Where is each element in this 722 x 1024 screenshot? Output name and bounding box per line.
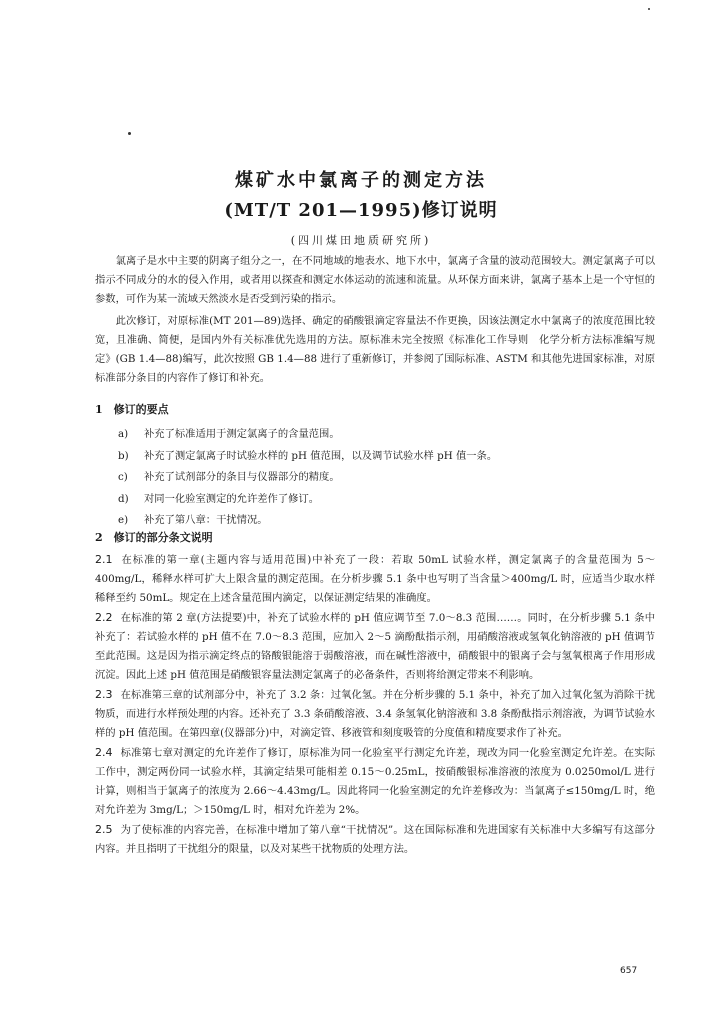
clause-text: 在标准的第一章(主题内容与适用范围)中补充了一段：若取 50mL 试验水样，测定氯离子的含量范围为 5～400mg/L，稀释水样可扩大上限含量的测定范围。在分析步骤 5.1 条中也写明了当含量＞400mg/L 时，应适当少取水样稀释至约 50mL。规定在上述含量范围内滴定，以保证测定结果的准确度。 (95, 554, 655, 604)
section-1-heading: 1 修订的要点 (95, 403, 169, 416)
document-title: 煤矿水中氯离子的测定方法 (235, 170, 487, 191)
list-marker: e) (118, 514, 129, 526)
section-2-heading: 2 修订的部分条文说明 (95, 531, 213, 544)
clause-2-5 (95, 820, 655, 859)
clause-number: 2.3 (95, 688, 113, 701)
list-text: 对同一化验室测定的允许差作了修订。 (144, 492, 320, 505)
clause-2-1 (95, 550, 655, 608)
clause-2-3 (95, 685, 655, 743)
list-text: 补充了试剂部分的条目与仪器部分的精度。 (144, 471, 340, 483)
clause-text: 在标准的第 2 章(方法提要)中，补充了试验水样的 pH 值应调节至 7.0～8.3 范围……。同时，在分析步骤 5.1 条中补充了：若试验水样的 pH 值不在 7.0～8.3 范围，应加入 2～5 滴酚酞指示剂，用硝酸溶液或氢氧化钠溶液的 pH 值调节至此范围。这是因为指示滴定终点的铬酸银能溶于弱酸溶液，而在碱性溶液中，硝酸银中的银离子会与氢氧根离子作用形成沉淀。因此上述 pH 值范围是硝酸银容量法测定氯离子的必备条件，否则将给测定带来不利影响。 (95, 612, 655, 681)
clause-number: 2.1 (95, 553, 113, 566)
section-2-items (95, 550, 655, 859)
list-item (118, 489, 658, 511)
list-item (118, 446, 658, 468)
clause-number: 2.2 (95, 611, 113, 624)
page-number: 657 (620, 966, 638, 976)
list-item (118, 467, 658, 489)
list-marker: d) (118, 492, 129, 505)
list-text: 补充了标准适用于测定氯离子的含量范围。 (144, 428, 340, 440)
intro-paragraph-1: 氯离子是水中主要的阴离子组分之一，在不同地域的地表水、地下水中，氯离子含量的波动范围较大。测定氯离子可以指示不同成分的水的侵入作用，或者用以探查和测定水体运动的流速和流量。从环保方面来讲，氯离子基本上是一个守恒的参数，可作为某一流域天然淡水是否受到污染的指示。 (95, 255, 655, 305)
list-marker: b) (118, 449, 129, 462)
intro-paragraph-2: 此次修订，对原标准(MT 201—89)选择、确定的硝酸银滴定容量法不作更换，因该法测定水中氯离子的浓度范围比较宽，且准确、简便，是国内外有关标准优先选用的方法。原标准未完全按照《标准化工作导则 化学分析方法标准编写规定》(GB 1.4—88)编写，此次按照 GB 1.4—88 进行了重新修订，并参阅了国际标准、ASTM 和其他先进国家标准，对原标准部分条目的内容作了修订和补充。 (95, 315, 655, 384)
list-marker: c) (118, 471, 128, 483)
list-text: 补充了测定氯离子时试验水样的 pH 值范围，以及调节试验水样 pH 值一条。 (144, 449, 498, 462)
clause-text: 标准第七章对测定的允许差作了修订，原标准为同一化验室平行测定允许差，现改为同一化验室测定允许差。在实际工作中，测定两份同一试验水样，其滴定结果可能相差 0.15～0.25mL，按硝酸银标准溶液的浓度为 0.0250mol/L 进行计算，则相当于氯离子的浓度为 2.66～4.43mg/L。因此将同一化验室测定的允许差修改为：当氯离子≤150mg/L 时，绝对允许差为 3mg/L；＞150mg/L 时，相对允许差为 2%。 (95, 747, 655, 816)
clause-2-2 (95, 608, 655, 685)
scan-speck (648, 8, 650, 10)
clause-text: 在标准第三章的试剂部分中，补充了 3.2 条：过氧化氢。并在分析步骤的 5.1 条中，补充了加入过氧化氢为消除干扰物质，而进行水样预处理的内容。还补充了 3.3 条硝酸溶液、3.4 条氢氧化钠溶液和 3.8 条酚酞指示剂溶液，为调节试验水样的 pH 值范围。在第四章(仪器部分)中，对滴定管、移液管和刻度吸管的分度值和精度要求作了补充。 (95, 689, 655, 739)
document-subtitle: (MT/T 201—1995)修订说明 (224, 200, 498, 221)
list-item (118, 424, 658, 446)
list-marker: a) (118, 428, 129, 440)
clause-number: 2.5 (95, 823, 113, 836)
clause-2-4 (95, 743, 655, 820)
author-organization: (四川煤田地质研究所) (290, 234, 432, 247)
clause-number: 2.4 (95, 746, 113, 759)
section-1-list (118, 424, 658, 532)
clause-text: 为了使标准的内容完善，在标准中增加了第八章“干扰情况”。这在国际标准和先进国家有关标准中大多编写有这部分内容。并且指明了干扰组分的限量，以及对某些干扰物质的处理方法。 (95, 824, 655, 855)
list-text: 补充了第八章：干扰情况。 (144, 514, 268, 526)
scan-speck (128, 132, 131, 135)
